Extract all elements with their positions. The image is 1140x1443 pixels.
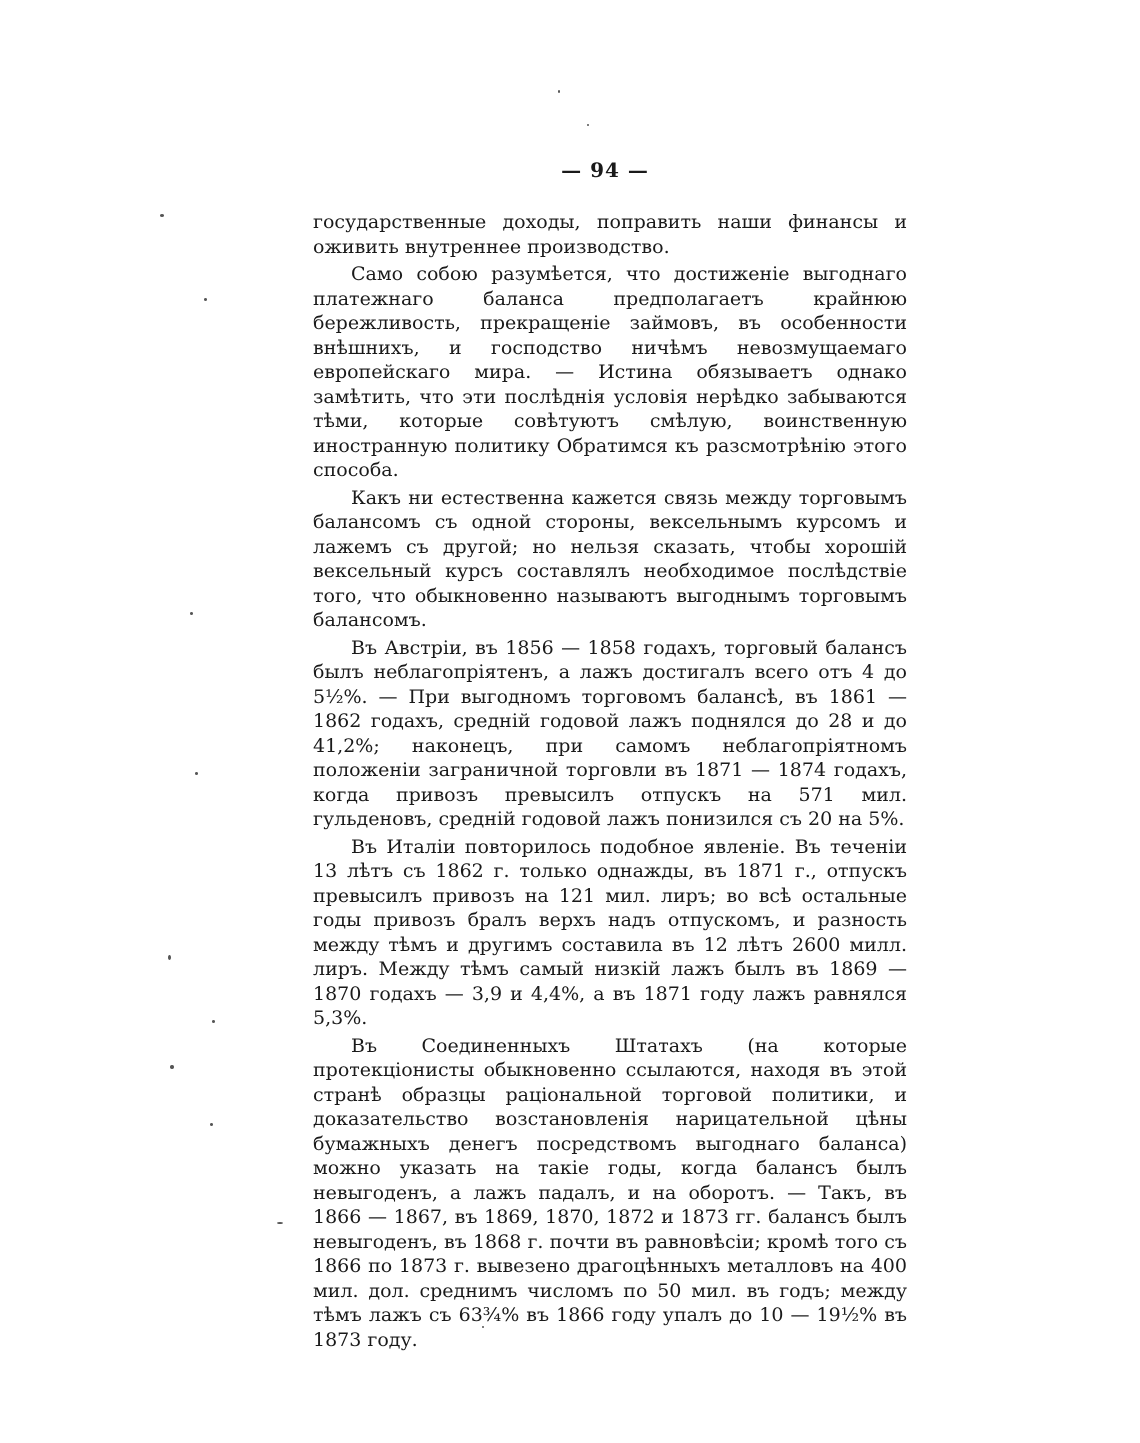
paragraph-continuation: государственные доходы, поправить наши финансы и оживить внутреннее производство. bbox=[313, 211, 907, 258]
scan-speck bbox=[168, 955, 171, 960]
scan-speck bbox=[190, 612, 193, 615]
paragraph-austria: Въ Австріи, въ 1856 — 1858 годахъ, торговый балансъ былъ неблагопріятенъ, а лажъ достигалъ всего отъ 4 до 5½%. — При выгодномъ торговомъ балансѣ, въ 1861 — 1862 годахъ, средній годовой лажъ поднялся до 28 и до 41,2%; наконецъ, при самомъ неблагопріятномъ положеніи заграничной торговли въ 1871 — 1874 годахъ, когда привозъ превысилъ отпускъ на 571 мил. гульденовъ, средній годовой лажъ понизился съ 20 на 5%. bbox=[313, 636, 907, 830]
page-number: — 94 — bbox=[561, 158, 649, 182]
paragraph-italy: Въ Италіи повторилось подобное явленіе. Въ теченіи 13 лѣтъ съ 1862 г. только однажды, въ 1871 г., отпускъ превысилъ привозъ на 121 мил. лиръ; во всѣ остальные годы привозъ бралъ верхъ надъ отпускомъ, и разность между тѣмъ и другимъ составила въ 12 лѣтъ 2600 милл. лиръ. Между тѣмъ самый низкій лажъ былъ въ 1869 — 1870 годахъ — 3,9 и 4,4%, а въ 1871 году лажъ равнялся 5,3%. bbox=[313, 835, 907, 1029]
scan-speck bbox=[587, 124, 589, 126]
paragraph-balance-conditions: Само собою разумѣется, что достиженіе выгоднаго платежнаго баланса предполагаетъ крайнюю бережливость, прекращеніе займовъ, въ особенности внѣшнихъ, и господство ничѣмъ невозмущаемаго европейскаго мира. — Истина обязываетъ однако замѣтить, что эти послѣднія условія нерѣдко забываются тѣми, которые совѣтуютъ смѣлую, воинственную иностранную политику Обратимся къ разсмотрѣнію этого способа. bbox=[313, 263, 907, 481]
scan-speck bbox=[482, 1326, 484, 1328]
scan-speck bbox=[277, 1222, 283, 1224]
scan-speck bbox=[204, 298, 207, 301]
scan-speck bbox=[160, 214, 164, 217]
scan-speck bbox=[170, 1065, 174, 1069]
scan-speck bbox=[195, 772, 198, 775]
scan-speck bbox=[212, 1020, 215, 1023]
scan-speck bbox=[558, 90, 560, 93]
scan-speck bbox=[210, 1123, 213, 1126]
paragraph-exchange-rate: Какъ ни естественна кажется связь между торговымъ балансомъ съ одной стороны, вексельнымъ курсомъ и лажемъ съ другой; но нельзя сказать, чтобы хорошій вексельный курсъ составлялъ необходимое послѣдствіе того, что обыкновенно называютъ выгоднымъ торговымъ балансомъ. bbox=[313, 486, 907, 631]
paragraph-united-states: Въ Соединенныхъ Штатахъ (на которые протекціонисты обыкновенно ссылаются, находя въ этой странѣ образцы раціональной торговой политики, и доказательство возстановленія нарицательной цѣны бумажныхъ денегъ посредствомъ выгоднаго баланса) можно указать на такіе годы, когда балансъ былъ невыгоденъ, а лажъ падалъ, и на оборотъ. — Такъ, въ 1866 — 1867, въ 1869, 1870, 1872 и 1873 гг. балансъ былъ невыгоденъ, въ 1868 г. почти въ равновѣсіи; кромѣ того съ 1866 по 1873 г. вывезено драгоцѣнныхъ металловъ на 400 мил. дол. среднимъ числомъ по 50 мил. въ годъ; между тѣмъ лажъ съ 63¾% въ 1866 году упалъ до 10 — 19½% въ 1873 году. bbox=[313, 1034, 907, 1351]
body-text bbox=[313, 210, 907, 1352]
